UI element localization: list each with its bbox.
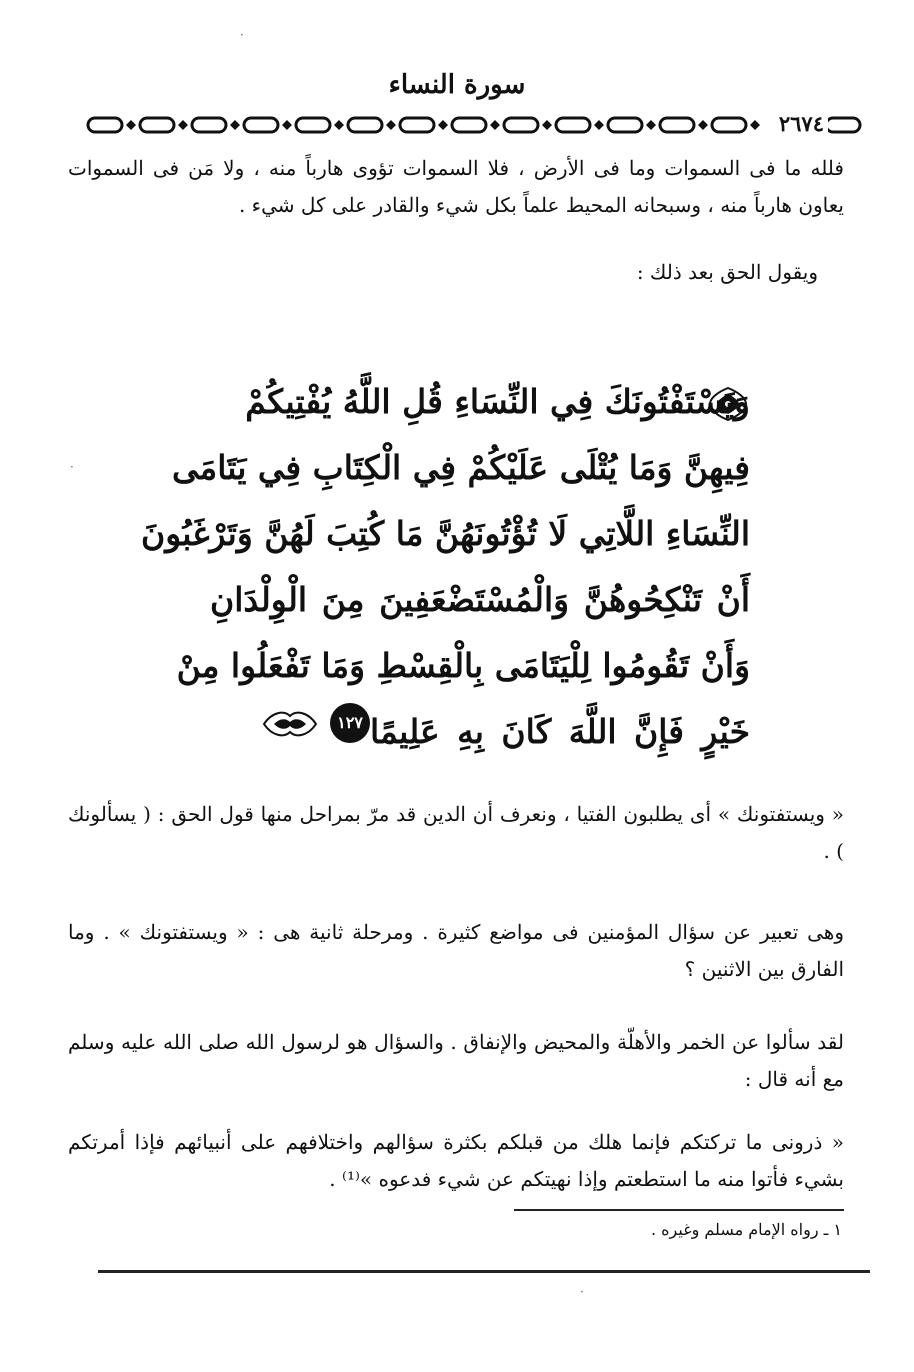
verse-line-2: فِيهِنَّ وَمَا يُتْلَى عَلَيْكُمْ فِي الْكِتَابِ فِي يَتَامَى (172, 448, 750, 487)
verse-line-5: وَأَنْ تَقُومُوا لِلْيَتَامَى بِالْقِسْطِ وَمَا تَفْعَلُوا مِنْ (176, 646, 750, 685)
print-speck: · (70, 460, 74, 474)
paragraph-transition: ويقول الحق بعد ذلك : (636, 260, 818, 284)
verse-end-ornament-icon (260, 704, 320, 744)
surah-title: سورة النساء (388, 70, 526, 100)
verse-line-4: أَنْ تَنْكِحُوهُنَّ وَالْمُسْتَضْعَفِينَ مِنَ الْوِلْدَانِ (210, 580, 750, 619)
verse-line-6: خَيْرٍ فَإِنَّ اللَّهَ كَانَ بِهِ عَلِيمًا (370, 712, 750, 751)
header-ornament-border (84, 110, 864, 140)
print-speck: · (240, 28, 244, 42)
footnote: ١ ـ رواه الإمام مسلم وغيره . (650, 1220, 842, 1239)
print-speck: · (580, 1285, 584, 1299)
paragraph-intro: فلله ما فى السموات وما فى الأرض ، فلا السموات تؤوى هارباً منه ، ولا مَن فى السموات يعاون هارباً منه ، وسبحانه المحيط علماً بكل شيء والقادر على كل شيء . (68, 156, 844, 217)
chain-ornament-icon (84, 110, 864, 140)
ayah-number-badge: ١٢٧ (330, 703, 370, 743)
paragraph-hadith-quote: « ذرونى ما تركتكم فإنما هلك من قبلكم بكثرة سؤالهم واختلافهم على أنبيائهم فإذا أمرتكم بشيء فأتوا منه ما استطعتم وإذا نهيتكم عن شيء فدعوه »⁽¹⁾ . (68, 1130, 844, 1191)
page-number: ٢٦٧٤ (775, 111, 828, 136)
verse-line-3: النِّسَاءِ اللَّاتِي لَا تُؤْتُونَهُنَّ مَا كُتِبَ لَهُنَّ وَتَرْغَبُونَ (140, 514, 750, 553)
bottom-rule (98, 1270, 870, 1273)
footnote-divider (514, 1209, 844, 1211)
paragraph-commentary-1: « ويستفتونك » أى يطلبون الفتيا ، ونعرف أن الدين قد مرّ بمراحل منها قول الحق : ( يسألونك ) . (68, 802, 844, 863)
paragraph-commentary-2: وهى تعبير عن سؤال المؤمنين فى مواضع كثيرة . ومرحلة ثانية هى : « ويستفتونك » . وما الفارق بين الاثنين ؟ (68, 920, 844, 981)
paragraph-commentary-3: لقد سألوا عن الخمر والأهلّة والمحيض والإنفاق . والسؤال هو لرسول الله صلى الله عليه وسلم مع أنه قال : (68, 1030, 844, 1091)
verse-line-1: وَيَسْتَفْتُونَكَ فِي النِّسَاءِ قُلِ اللَّهُ يُفْتِيكُمْ (245, 382, 750, 421)
quran-verse-block (140, 360, 750, 760)
